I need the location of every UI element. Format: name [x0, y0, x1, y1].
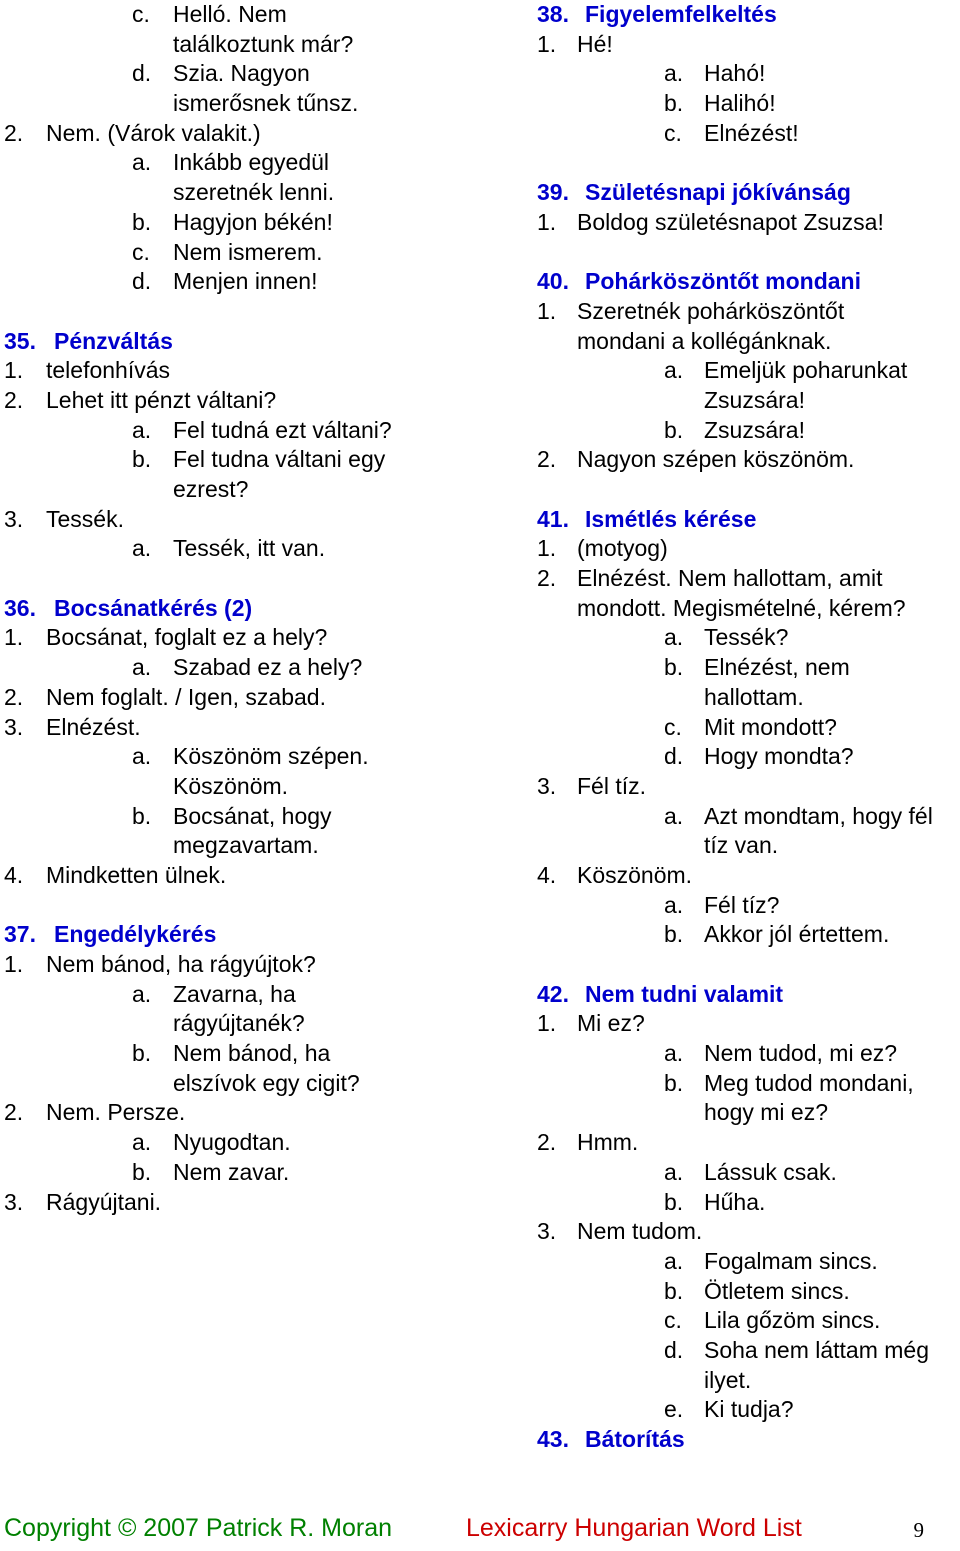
item-marker: 3.	[4, 505, 24, 532]
section-number: 38.	[537, 1, 569, 27]
lettered-item	[533, 683, 960, 713]
section-title: Születésnapi jókívánság	[585, 179, 851, 206]
item-text: Zavarna, ha	[173, 980, 296, 1007]
numbered-item	[0, 623, 520, 653]
section-spacer	[0, 891, 520, 921]
item-marker: 1.	[4, 624, 24, 651]
item-marker: b.	[132, 802, 152, 829]
item-text: Szia. Nagyon	[173, 60, 310, 87]
item-marker: 2.	[4, 683, 24, 710]
item-marker: b.	[664, 921, 684, 948]
section-title: Pohárköszöntőt mondani	[585, 268, 861, 295]
item-text: Szabad ez a hely?	[173, 654, 363, 681]
item-marker: a.	[664, 624, 684, 651]
item-text: Ki tudja?	[704, 1396, 794, 1423]
item-text: Ötletem sincs.	[704, 1277, 850, 1304]
lettered-item	[533, 653, 960, 683]
item-marker: a.	[664, 60, 684, 87]
lettered-item	[533, 1158, 960, 1188]
section-spacer	[533, 238, 960, 268]
lettered-item	[533, 802, 960, 832]
item-marker: e.	[664, 1396, 684, 1423]
lettered-item	[0, 148, 520, 178]
item-text: Köszönöm.	[173, 772, 289, 799]
item-text: Hmm.	[577, 1129, 639, 1156]
item-marker: a.	[664, 1158, 684, 1185]
item-marker: b.	[664, 416, 684, 443]
item-marker: b.	[132, 1040, 152, 1067]
numbered-item	[533, 327, 960, 357]
numbered-item	[0, 505, 520, 535]
section-number: 37.	[4, 921, 36, 948]
lettered-item	[0, 475, 520, 505]
item-text: Nagyon szépen köszönöm.	[577, 446, 855, 473]
section-heading	[0, 327, 520, 357]
lettered-item	[533, 891, 960, 921]
item-marker: 3.	[4, 713, 24, 740]
section-title: Bátorítás	[585, 1426, 685, 1452]
numbered-item	[533, 1128, 960, 1158]
item-text: Nem foglalt. / Igen, szabad.	[46, 683, 326, 710]
item-text: Elnézést, nem	[704, 654, 850, 681]
page-number: 9	[913, 1518, 924, 1542]
numbered-item	[533, 208, 960, 238]
item-text: Szeretnék pohárköszöntőt	[577, 297, 845, 324]
lettered-item	[533, 742, 960, 772]
lettered-item	[533, 386, 960, 416]
item-marker: 1.	[537, 535, 557, 562]
lettered-item	[0, 267, 520, 297]
item-marker: a.	[132, 416, 152, 443]
section-spacer	[533, 475, 960, 505]
section-number: 36.	[4, 594, 36, 621]
lettered-item	[0, 1158, 520, 1188]
item-text: Rágyújtani.	[46, 1188, 162, 1215]
lettered-item	[0, 238, 520, 268]
section-title: Figyelemfelkeltés	[585, 1, 777, 27]
item-text: telefonhívás	[46, 357, 171, 384]
item-marker: 2.	[4, 386, 24, 413]
item-text: mondott. Megismételné, kérem?	[577, 594, 906, 621]
lettered-item	[0, 0, 520, 30]
item-marker: b.	[664, 90, 684, 117]
item-marker: c.	[132, 1, 150, 27]
lettered-item	[0, 534, 520, 564]
numbered-item	[533, 564, 960, 594]
section-spacer	[0, 297, 520, 327]
item-marker: b.	[132, 446, 152, 473]
item-marker: 1.	[537, 30, 557, 57]
item-text: Fel tudna váltani egy	[173, 446, 386, 473]
numbered-item	[0, 119, 520, 149]
lettered-item	[0, 178, 520, 208]
section-heading	[533, 505, 960, 535]
lettered-item	[533, 1277, 960, 1307]
item-marker: 2.	[4, 1099, 24, 1126]
lettered-item	[0, 831, 520, 861]
item-marker: 3.	[537, 772, 557, 799]
item-text: Nem bánod, ha	[173, 1040, 331, 1067]
item-text: Köszönöm.	[577, 861, 693, 888]
numbered-item	[0, 356, 520, 386]
item-marker: 4.	[537, 861, 557, 888]
lettered-item	[533, 1039, 960, 1069]
item-text: Mindketten ülnek.	[46, 861, 227, 888]
item-text: ismerősnek tűnsz.	[173, 90, 359, 117]
section-title: Ismétlés kérése	[585, 505, 757, 532]
item-marker: b.	[664, 1069, 684, 1096]
numbered-item	[533, 30, 960, 60]
lettered-item	[0, 980, 520, 1010]
item-text: Fogalmam sincs.	[704, 1247, 878, 1274]
item-marker: b.	[664, 654, 684, 681]
numbered-item	[533, 772, 960, 802]
item-marker: a.	[132, 980, 152, 1007]
lettered-item	[533, 119, 960, 149]
lettered-item	[0, 742, 520, 772]
item-marker: a.	[664, 802, 684, 829]
item-text: Nem tudom.	[577, 1218, 703, 1245]
numbered-item	[533, 1217, 960, 1247]
item-text: Bocsánat, foglalt ez a hely?	[46, 624, 328, 651]
item-text: Nem zavar.	[173, 1158, 290, 1185]
item-marker: c.	[664, 1307, 682, 1334]
item-marker: a.	[664, 1247, 684, 1274]
item-marker: 1.	[4, 357, 24, 384]
item-text: szeretnék lenni.	[173, 179, 335, 206]
item-marker: 2.	[4, 119, 24, 146]
item-text: hogy mi ez?	[704, 1099, 829, 1126]
section-heading	[0, 920, 520, 950]
numbered-item	[0, 713, 520, 743]
item-text: Inkább egyedül	[173, 149, 330, 176]
lettered-item	[0, 445, 520, 475]
item-marker: c.	[664, 713, 682, 740]
page-footer	[0, 1512, 960, 1544]
lettered-item	[533, 1247, 960, 1277]
lettered-item	[533, 1306, 960, 1336]
section-title: Bocsánatkérés (2)	[54, 594, 253, 621]
item-text: Nem bánod, ha rágyújtok?	[46, 951, 316, 977]
lettered-item	[533, 920, 960, 950]
item-text: Fél tíz.	[577, 772, 647, 799]
item-marker: b.	[664, 1277, 684, 1304]
item-text: Bocsánat, hogy	[173, 802, 332, 829]
item-text: Nem ismerem.	[173, 238, 323, 265]
copyright-notice: Copyright © 2007 Patrick R. Moran	[4, 1514, 393, 1542]
item-text: hallottam.	[704, 683, 804, 710]
section-heading	[533, 178, 960, 208]
item-text: Menjen innen!	[173, 268, 318, 295]
section-number: 41.	[537, 505, 569, 532]
item-text: Hé!	[577, 30, 613, 57]
item-text: Azt mondtam, hogy fél	[704, 802, 933, 829]
section-heading	[533, 267, 960, 297]
item-marker: a.	[132, 1129, 152, 1156]
lettered-item	[0, 1039, 520, 1069]
item-text: (motyog)	[577, 535, 668, 562]
product-title: Lexicarry Hungarian Word List	[466, 1514, 802, 1542]
item-text: Köszönöm szépen.	[173, 743, 369, 770]
lettered-item	[533, 1098, 960, 1128]
item-text: Hogy mondta?	[704, 743, 854, 770]
lettered-item	[0, 1069, 520, 1099]
lettered-item	[0, 1009, 520, 1039]
lettered-item	[0, 1128, 520, 1158]
item-text: ilyet.	[704, 1366, 752, 1393]
numbered-item	[0, 950, 520, 980]
item-text: Mit mondott?	[704, 713, 837, 740]
item-text: Helló. Nem	[173, 1, 287, 27]
item-text: Hűha.	[704, 1188, 766, 1215]
item-text: Lássuk csak.	[704, 1158, 837, 1185]
section-title: Pénzváltás	[54, 327, 173, 354]
section-number: 35.	[4, 327, 36, 354]
lettered-item	[533, 356, 960, 386]
numbered-item	[533, 1009, 960, 1039]
item-text: Hagyjon békén!	[173, 208, 333, 235]
item-text: Lila gőzöm sincs.	[704, 1307, 881, 1334]
item-text: ezrest?	[173, 476, 249, 502]
item-text: elszívok egy cigit?	[173, 1069, 360, 1096]
item-marker: a.	[132, 149, 152, 176]
item-marker: a.	[132, 654, 152, 681]
item-marker: a.	[664, 1040, 684, 1067]
section-heading	[533, 1425, 960, 1455]
item-marker: d.	[664, 1336, 684, 1363]
lettered-item	[533, 416, 960, 446]
numbered-item	[0, 683, 520, 713]
section-number: 40.	[537, 268, 569, 295]
item-text: Akkor jól értettem.	[704, 921, 890, 948]
item-marker: 1.	[537, 208, 557, 235]
lettered-item	[0, 772, 520, 802]
lettered-item	[0, 802, 520, 832]
item-text: Nem. (Várok valakit.)	[46, 119, 261, 146]
item-text: Elnézést. Nem hallottam, amit	[577, 565, 883, 592]
item-text: Zsuzsára!	[704, 416, 805, 443]
item-text: Nem. Persze.	[46, 1099, 186, 1126]
item-text: mondani a kollégánknak.	[577, 327, 832, 354]
section-spacer	[533, 950, 960, 980]
item-text: Meg tudod mondani,	[704, 1069, 914, 1096]
item-text: Tessék.	[46, 505, 124, 532]
item-text: Nem tudod, mi ez?	[704, 1040, 898, 1067]
lettered-item	[533, 89, 960, 119]
numbered-item	[0, 1098, 520, 1128]
numbered-item	[533, 297, 960, 327]
numbered-item	[533, 861, 960, 891]
section-title: Engedélykérés	[54, 921, 217, 948]
item-marker: d.	[132, 268, 152, 295]
section-number: 39.	[537, 179, 569, 206]
item-marker: b.	[132, 208, 152, 235]
lettered-item	[0, 653, 520, 683]
lettered-item	[0, 30, 520, 60]
lettered-item	[533, 1336, 960, 1366]
item-marker: 3.	[4, 1188, 24, 1215]
section-title: Nem tudni valamit	[585, 980, 784, 1007]
item-text: Tessék?	[704, 624, 789, 651]
item-text: Elnézést!	[704, 119, 799, 146]
item-marker: b.	[664, 1188, 684, 1215]
section-heading	[533, 0, 960, 30]
item-text: Zsuzsára!	[704, 386, 805, 413]
item-text: megzavartam.	[173, 832, 319, 859]
lettered-item	[533, 1069, 960, 1099]
item-text: Hahó!	[704, 60, 766, 87]
left-column	[0, 0, 520, 1217]
item-marker: c.	[664, 119, 682, 146]
item-text: Lehet itt pénzt váltani?	[46, 386, 277, 413]
item-marker: 1.	[4, 951, 24, 977]
item-marker: 2.	[537, 565, 557, 592]
numbered-item	[533, 594, 960, 624]
item-marker: 4.	[4, 861, 24, 888]
item-marker: 1.	[537, 1010, 557, 1037]
lettered-item	[0, 59, 520, 89]
lettered-item	[0, 89, 520, 119]
item-text: Fel tudná ezt váltani?	[173, 416, 392, 443]
section-spacer	[533, 148, 960, 178]
section-spacer	[0, 564, 520, 594]
item-text: Mi ez?	[577, 1010, 645, 1037]
item-text: Soha nem láttam még	[704, 1336, 930, 1363]
section-heading	[533, 980, 960, 1010]
lettered-item	[533, 1395, 960, 1425]
numbered-item	[533, 534, 960, 564]
item-text: tíz van.	[704, 832, 779, 859]
item-marker: a.	[664, 357, 684, 384]
right-column	[533, 0, 960, 1455]
item-text: Tessék, itt van.	[173, 535, 326, 562]
item-marker: b.	[132, 1158, 152, 1185]
lettered-item	[533, 1366, 960, 1396]
section-number: 43.	[537, 1426, 569, 1452]
numbered-item	[533, 445, 960, 475]
numbered-item	[0, 1188, 520, 1218]
item-text: Boldog születésnapot Zsuzsa!	[577, 208, 884, 235]
item-text: találkoztunk már?	[173, 30, 354, 57]
item-marker: 2.	[537, 446, 557, 473]
lettered-item	[533, 831, 960, 861]
item-marker: 2.	[537, 1129, 557, 1156]
item-marker: a.	[132, 535, 152, 562]
lettered-item	[0, 208, 520, 238]
item-text: rágyújtanék?	[173, 1010, 305, 1037]
item-marker: a.	[132, 743, 152, 770]
lettered-item	[0, 416, 520, 446]
item-marker: d.	[132, 60, 152, 87]
item-text: Fél tíz?	[704, 891, 780, 918]
item-marker: a.	[664, 891, 684, 918]
section-number: 42.	[537, 980, 569, 1007]
section-heading	[0, 594, 520, 624]
lettered-item	[533, 59, 960, 89]
item-marker: 3.	[537, 1218, 557, 1245]
item-text: Elnézést.	[46, 713, 141, 740]
item-text: Nyugodtan.	[173, 1129, 291, 1156]
numbered-item	[0, 386, 520, 416]
numbered-item	[0, 861, 520, 891]
item-text: Emeljük poharunkat	[704, 357, 908, 384]
item-marker: d.	[664, 743, 684, 770]
lettered-item	[533, 1188, 960, 1218]
item-marker: 1.	[537, 297, 557, 324]
lettered-item	[533, 623, 960, 653]
item-text: Halihó!	[704, 90, 776, 117]
item-marker: c.	[132, 238, 150, 265]
lettered-item	[533, 713, 960, 743]
